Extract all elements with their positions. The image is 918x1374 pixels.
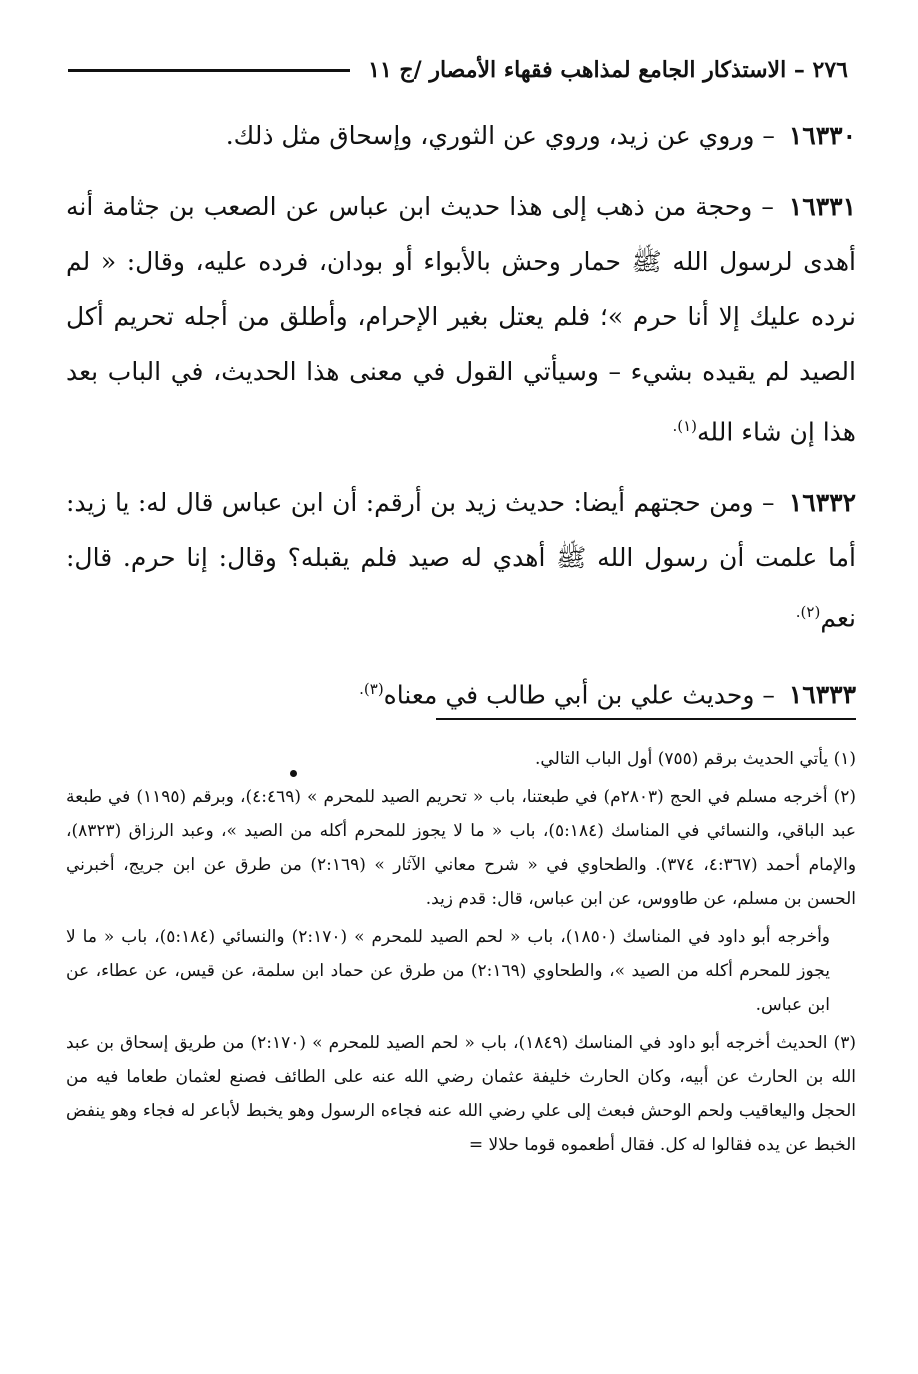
- footnote-separator: [436, 718, 856, 720]
- paragraph: [66, 108, 856, 163]
- header-title: ٢٧٦ – الاستذكار الجامع لمذاهب فقهاء الأمصار /ج ١١: [368, 57, 848, 83]
- paragraph-text: – وحجة من ذهب إلى هذا حديث ابن عباس عن الصعب بن جثامة أنه أهدى لرسول الله ﷺ حمار وحش بالأبواء أو بودان، فرده عليه، وقال: « لم نرده عليك إلا أنا حرم »؛ فلم يعتل بغير الإحرام، وأطلق من أجله تحريم أكل الصيد لم يقيده بشيء – وسيأتي القول في معنى هذا الحديث، في الباب بعد هذا إن شاء الله: [66, 192, 856, 447]
- footnote-ref[interactable]: (٣).: [359, 679, 384, 698]
- header-rule: [68, 69, 350, 72]
- paragraph: [66, 179, 856, 459]
- paragraph: [66, 662, 856, 722]
- paragraph-number: ١٦٣٣٠: [788, 121, 856, 150]
- footnote-ref[interactable]: (١).: [672, 417, 698, 435]
- footnote: (٣) الحديث أخرجه أبو داود في المناسك (١٨٤٩)، باب « لحم الصيد للمحرم » (٢:١٧٠) من طريق إسحاق بن عبد الله بن الحارث عن أبيه، وكان الحارث خليفة عثمان رضي الله عنه على الطائف فصنع لعثمان طعاما فيه من الحجل واليعاقيب ولحم الوحش فبعث إلى علي رضي الله عنه فجاءه الرسول وهو يخبط لأباعر له فجاء وهو ينفض الخبط عن يده فقالوا له كل. فقال أطعموه قوما حلالا =: [66, 1033, 856, 1155]
- paragraph: [66, 475, 856, 645]
- footnote: (١) يأتي الحديث برقم (٧٥٥) أول الباب التالي.: [535, 749, 856, 769]
- footnotes: [66, 742, 856, 1166]
- footnote-ref[interactable]: (٢).: [795, 603, 821, 622]
- footnote-continuation: وأخرجه أبو داود في المناسك (١٨٥٠)، باب « لحم الصيد للمحرم » (٢:١٧٠) والنسائي (٥:١٨٤)، باب « ما لا يجوز للمحرم أكله من الصيد »، والطحاوي (٢:١٦٩) من طرق عن حماد ابن سلمة، عن قيس، عن عطاء، عن ابن عباس.: [66, 927, 831, 1015]
- footnote: (٢) أخرجه مسلم في الحج (٢٨٠٣م) في طبعتنا، باب « تحريم الصيد للمحرم » (٤:٤٦٩)، وبرقم (١١٩٥) في طبعة عبد الباقي، والنسائي في المناسك (٥:١٨٤)، باب « ما لا يجوز للمحرم أكله من الصيد »، وعبد الرزاق (٨٣٢٣)، والإمام أحمد (٤:٣٦٧، ٣٧٤). والطحاوي في « شرح معاني الآثار » (٢:١٦٩) من طرق عن ابن جريج، أخبرني الحسن بن مسلم، عن طاووس، عن ابن عباس، قال: قدم زيد.: [66, 787, 857, 909]
- paragraph-number: ١٦٣٣١: [788, 192, 857, 221]
- paragraph-text: – وروي عن زيد، وروي عن الثوري، وإسحاق مثل ذلك.: [225, 121, 775, 150]
- paragraph-text: – ومن حجتهم أيضا: حديث زيد بن أرقم: أن ابن عباس قال له: يا زيد: أما علمت أن رسول الله ﷺ أهدي له صيد فلم يقبله؟ وقال: إنا حرم. قال: نعم: [66, 488, 856, 633]
- paragraph-number: ١٦٣٣٢: [788, 488, 856, 518]
- main-text: [66, 108, 856, 738]
- paragraph-number: ١٦٣٣٣: [788, 679, 856, 709]
- paragraph-text: – وحديث علي بن أبي طالب في معناه: [383, 679, 775, 709]
- page-header: [68, 50, 848, 90]
